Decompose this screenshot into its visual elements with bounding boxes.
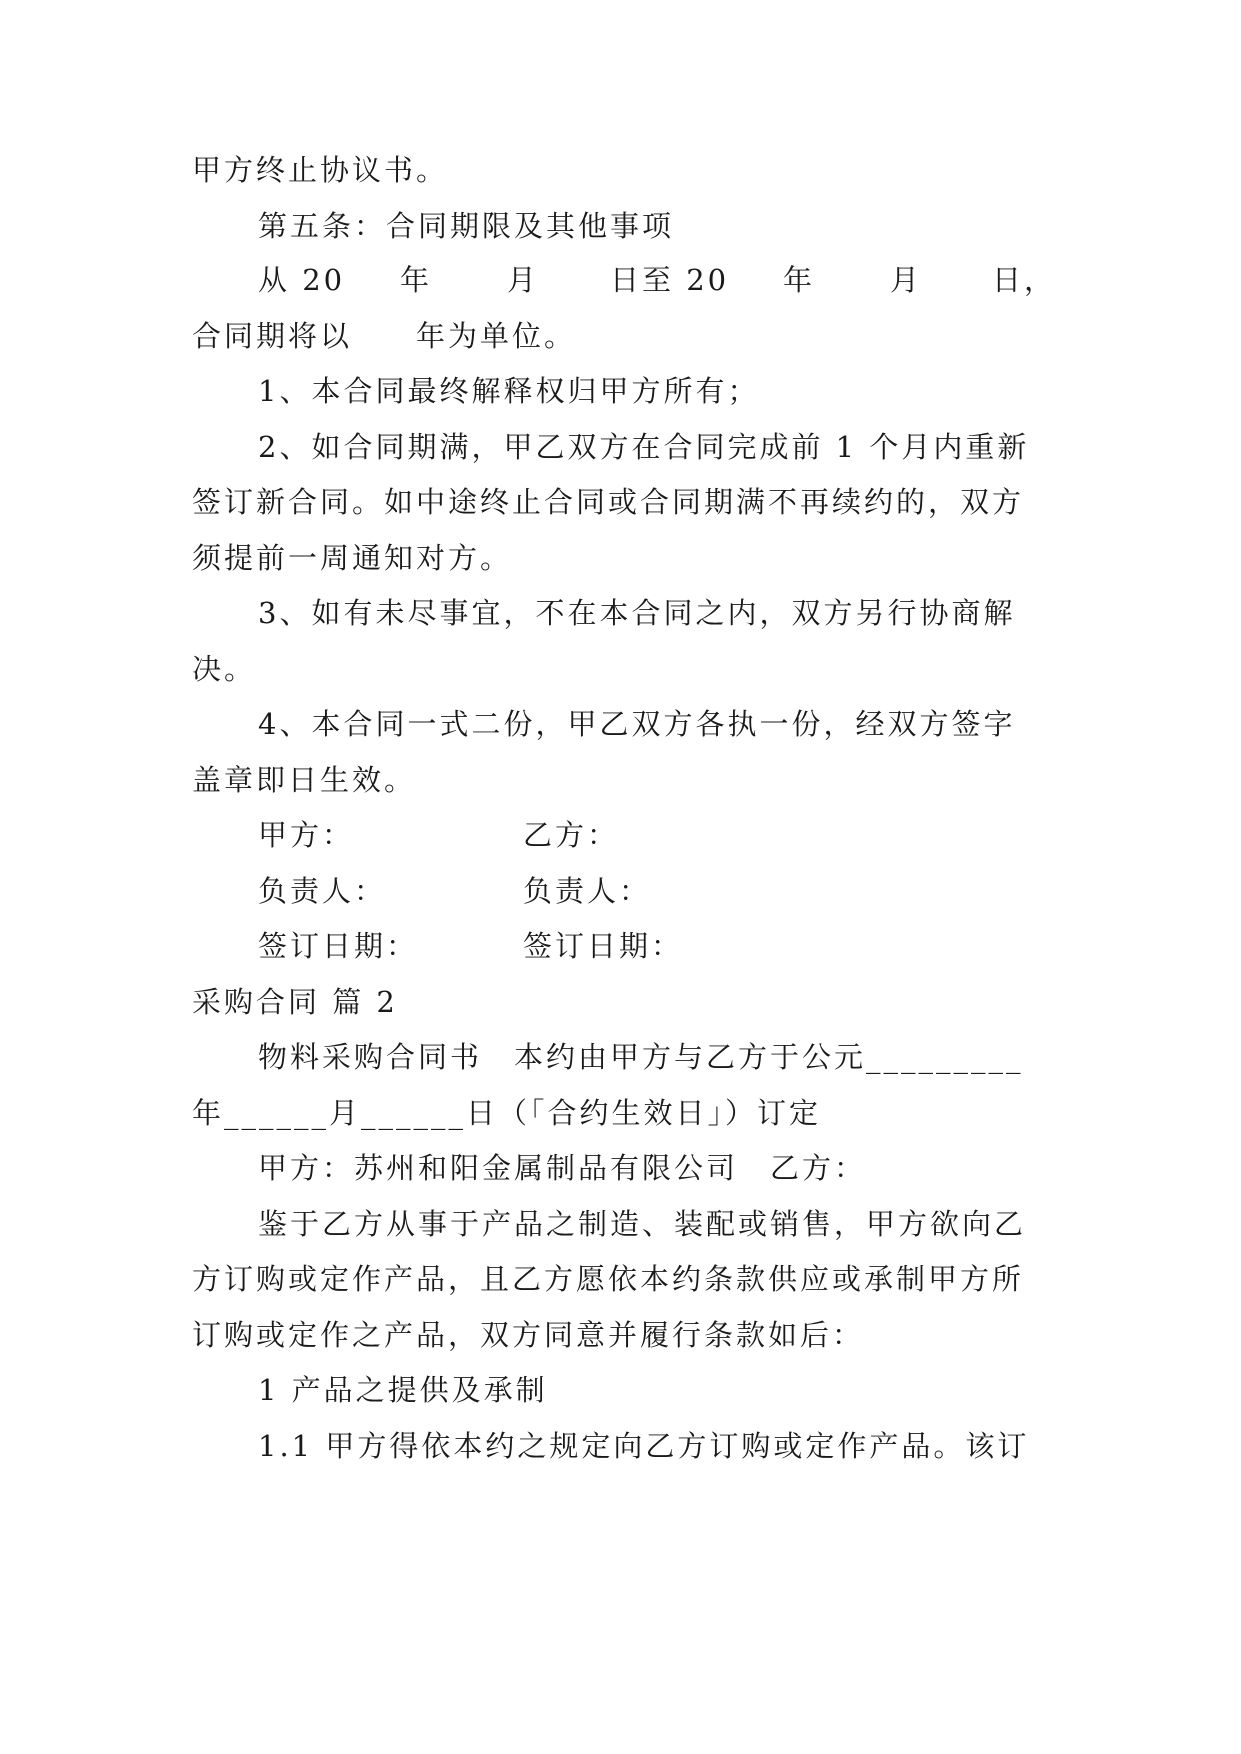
date-month: 月 [890, 263, 923, 297]
text-line: 1.1 甲方得依本约之规定向乙方订购或定作产品。该订 [258, 1429, 1030, 1463]
text-line: 3、如有未尽事宜，不在本合同之内，双方另行协商解 [258, 596, 1016, 630]
date-month: 月 [507, 263, 540, 297]
text-line: 2、如合同期满，甲乙双方在合同完成前 1 个月内重新 [258, 430, 1030, 464]
text-line: 签订新合同。如中途终止合同或合同期满不再续约的，双方 [192, 485, 1025, 519]
signature-party-b: 乙方： [523, 818, 620, 852]
signature-rep-b: 负责人： [523, 874, 652, 908]
text-line: 决。 [192, 652, 257, 686]
clause-heading: 1 产品之提供及承制 [258, 1373, 548, 1407]
text-line: 须提前一周通知对方。 [192, 541, 513, 575]
date-from: 从 20 [258, 263, 346, 297]
date-year: 年 [400, 263, 433, 297]
signature-rep-a: 负责人： [258, 874, 387, 908]
date-day: 日， [992, 263, 1057, 297]
signature-party-a: 甲方： [258, 818, 355, 852]
signature-date-b: 签订日期： [523, 929, 684, 963]
text-line: 合同期将以 年为单位。 [192, 319, 577, 353]
date-year: 年 [783, 263, 816, 297]
section-title: 采购合同 篇 2 [192, 985, 398, 1019]
text-line: 年______月______日（「合约生效日」）订定 [192, 1096, 822, 1130]
date-to: 日至 20 [610, 263, 730, 297]
text-line: 1、本合同最终解释权归甲方所有； [258, 374, 760, 408]
text-line: 方订购或定作产品，且乙方愿依本约条款供应或承制甲方所 [192, 1262, 1025, 1296]
signature-date-a: 签订日期： [258, 929, 419, 963]
text-line: 鉴于乙方从事于产品之制造、装配或销售，甲方欲向乙 [258, 1207, 1027, 1241]
text-line: 甲方：苏州和阳金属制品有限公司 乙方： [258, 1151, 867, 1185]
text-line: 4、本合同一式二份，甲乙双方各执一份，经双方签字 [258, 707, 1016, 741]
text-line: 订购或定作之产品，双方同意并履行条款如后： [192, 1318, 865, 1352]
text-line: 盖章即日生效。 [192, 763, 417, 797]
text-line: 物料采购合同书 本约由甲方与乙方于公元_________ [258, 1040, 1024, 1074]
section-heading: 第五条：合同期限及其他事项 [258, 209, 675, 243]
text-line: 甲方终止协议书。 [192, 153, 449, 187]
